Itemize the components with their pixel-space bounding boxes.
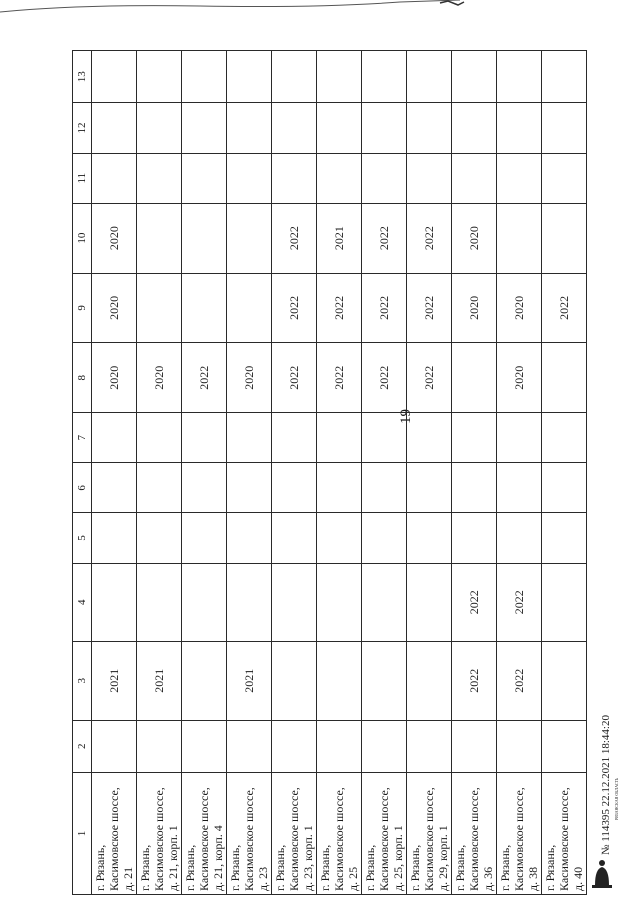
year-cell: 2022 bbox=[407, 273, 452, 343]
address-cell: г. Рязань, Касимовское шоссе, д. 25, корп. 1 bbox=[362, 772, 407, 894]
year-cell bbox=[137, 720, 182, 772]
year-cell bbox=[182, 273, 227, 343]
year-cell bbox=[362, 103, 407, 153]
address-cell: г. Рязань, Касимовское шоссе, д. 40 bbox=[542, 772, 587, 894]
year-cell: 2020 bbox=[92, 343, 137, 413]
year-cell bbox=[137, 273, 182, 343]
table-row bbox=[182, 51, 227, 895]
year-cell: 2022 bbox=[317, 343, 362, 413]
year-cell: 2020 bbox=[92, 203, 137, 273]
column-header: 11 bbox=[73, 153, 92, 203]
year-cell: 2021 bbox=[137, 642, 182, 721]
year-cell: 2022 bbox=[362, 343, 407, 413]
year-cell: 2022 bbox=[452, 642, 497, 721]
table-row bbox=[92, 51, 137, 895]
address-cell: г. Рязань, Касимовское шоссе, д. 25 bbox=[317, 772, 362, 894]
year-cell bbox=[362, 463, 407, 513]
year-cell bbox=[137, 103, 182, 153]
column-header: 4 bbox=[73, 563, 92, 642]
year-cell: 2022 bbox=[452, 563, 497, 642]
year-cell bbox=[407, 563, 452, 642]
year-cell bbox=[182, 642, 227, 721]
year-cell: 2020 bbox=[452, 273, 497, 343]
year-cell bbox=[182, 203, 227, 273]
year-cell bbox=[452, 720, 497, 772]
year-cell: 2020 bbox=[227, 343, 272, 413]
year-cell bbox=[92, 153, 137, 203]
year-cell bbox=[272, 103, 317, 153]
year-cell bbox=[182, 51, 227, 103]
year-cell: 2022 bbox=[497, 563, 542, 642]
year-cell bbox=[362, 642, 407, 721]
year-cell bbox=[497, 413, 542, 463]
year-cell bbox=[362, 513, 407, 563]
year-cell bbox=[407, 513, 452, 563]
column-header: 10 bbox=[73, 203, 92, 273]
address-cell: г. Рязань, Касимовское шоссе, д. 23 bbox=[227, 772, 272, 894]
year-cell bbox=[542, 343, 587, 413]
year-cell: 2020 bbox=[452, 203, 497, 273]
year-cell: 2022 bbox=[407, 343, 452, 413]
year-cell: 2020 bbox=[497, 343, 542, 413]
column-header: 12 bbox=[73, 103, 92, 153]
year-cell bbox=[317, 51, 362, 103]
column-header: 9 bbox=[73, 273, 92, 343]
year-cell: 2020 bbox=[497, 273, 542, 343]
year-cell bbox=[362, 720, 407, 772]
year-cell bbox=[182, 563, 227, 642]
page-number: 19 bbox=[398, 409, 414, 424]
year-cell bbox=[407, 642, 452, 721]
year-cell bbox=[452, 51, 497, 103]
table-row bbox=[542, 51, 587, 895]
year-cell bbox=[227, 513, 272, 563]
year-cell bbox=[272, 413, 317, 463]
year-cell bbox=[452, 153, 497, 203]
year-cell: 2022 bbox=[317, 273, 362, 343]
year-cell bbox=[317, 563, 362, 642]
year-cell: 2022 bbox=[272, 343, 317, 413]
year-cell bbox=[317, 720, 362, 772]
address-cell: г. Рязань, Касимовское шоссе, д. 38 bbox=[497, 772, 542, 894]
year-cell: 2022 bbox=[182, 343, 227, 413]
year-cell bbox=[227, 153, 272, 203]
year-cell: 2020 bbox=[92, 273, 137, 343]
year-cell bbox=[317, 413, 362, 463]
year-cell bbox=[227, 720, 272, 772]
table-row bbox=[452, 51, 497, 895]
year-cell bbox=[272, 642, 317, 721]
year-cell bbox=[92, 103, 137, 153]
year-cell bbox=[362, 563, 407, 642]
year-cell bbox=[542, 103, 587, 153]
year-cell bbox=[542, 153, 587, 203]
address-cell: г. Рязань, Касимовское шоссе, д. 21, корп. 4 bbox=[182, 772, 227, 894]
year-cell: 2022 bbox=[497, 642, 542, 721]
column-header: 7 bbox=[73, 413, 92, 463]
column-header: 3 bbox=[73, 642, 92, 721]
year-cell: 2022 bbox=[542, 273, 587, 343]
year-cell bbox=[92, 513, 137, 563]
year-cell bbox=[92, 563, 137, 642]
year-cell bbox=[227, 563, 272, 642]
column-header: 5 bbox=[73, 513, 92, 563]
year-cell bbox=[92, 463, 137, 513]
schedule-table bbox=[72, 50, 587, 895]
address-cell: г. Рязань, Касимовское шоссе, д. 21, корп. 1 bbox=[137, 772, 182, 894]
table-row bbox=[497, 51, 542, 895]
year-cell bbox=[272, 720, 317, 772]
year-cell bbox=[407, 103, 452, 153]
year-cell bbox=[137, 153, 182, 203]
year-cell bbox=[542, 720, 587, 772]
year-cell bbox=[407, 153, 452, 203]
address-cell: г. Рязань, Касимовское шоссе, д. 23, корп. 1 bbox=[272, 772, 317, 894]
year-cell bbox=[137, 51, 182, 103]
address-cell: г. Рязань, Касимовское шоссе, д. 36 bbox=[452, 772, 497, 894]
year-cell bbox=[227, 103, 272, 153]
year-cell bbox=[317, 463, 362, 513]
year-cell bbox=[272, 51, 317, 103]
year-cell bbox=[182, 463, 227, 513]
column-header: 8 bbox=[73, 343, 92, 413]
year-cell bbox=[92, 720, 137, 772]
year-cell bbox=[362, 413, 407, 463]
rotated-table-container bbox=[72, 50, 585, 895]
year-cell: 2022 bbox=[407, 203, 452, 273]
year-cell bbox=[542, 563, 587, 642]
table-row bbox=[362, 51, 407, 895]
emblem-icon bbox=[589, 855, 615, 889]
year-cell bbox=[317, 642, 362, 721]
year-cell bbox=[542, 203, 587, 273]
year-cell bbox=[452, 103, 497, 153]
year-cell bbox=[137, 203, 182, 273]
year-cell bbox=[227, 463, 272, 513]
year-cell: 2021 bbox=[92, 642, 137, 721]
address-cell: г. Рязань, Касимовское шоссе, д. 21 bbox=[92, 772, 137, 894]
column-header: 13 bbox=[73, 51, 92, 103]
table-row bbox=[407, 51, 452, 895]
year-cell: 2020 bbox=[137, 343, 182, 413]
column-header: 1 bbox=[73, 772, 92, 894]
year-cell bbox=[542, 463, 587, 513]
year-cell bbox=[317, 103, 362, 153]
year-cell bbox=[272, 153, 317, 203]
year-cell: 2021 bbox=[227, 642, 272, 721]
table-row bbox=[272, 51, 317, 895]
address-cell: г. Рязань, Касимовское шоссе, д. 29, корп. 1 bbox=[407, 772, 452, 894]
table-header-row bbox=[73, 51, 92, 895]
year-cell bbox=[497, 51, 542, 103]
year-cell bbox=[542, 51, 587, 103]
year-cell bbox=[272, 563, 317, 642]
year-cell bbox=[227, 203, 272, 273]
year-cell bbox=[452, 513, 497, 563]
year-cell bbox=[182, 103, 227, 153]
year-cell bbox=[137, 513, 182, 563]
stamp-label: РЯЗАНСКАЯ ОБЛАСТЬ bbox=[614, 777, 619, 820]
year-cell bbox=[182, 720, 227, 772]
year-cell bbox=[407, 720, 452, 772]
table-row bbox=[137, 51, 182, 895]
year-cell bbox=[92, 413, 137, 463]
year-cell bbox=[317, 513, 362, 563]
year-cell bbox=[542, 513, 587, 563]
year-cell bbox=[227, 51, 272, 103]
year-cell bbox=[497, 720, 542, 772]
year-cell bbox=[272, 513, 317, 563]
year-cell bbox=[497, 203, 542, 273]
year-cell bbox=[182, 513, 227, 563]
year-cell bbox=[407, 51, 452, 103]
year-cell bbox=[452, 413, 497, 463]
scan-artifact bbox=[0, 0, 640, 14]
year-cell bbox=[497, 513, 542, 563]
table-row bbox=[317, 51, 362, 895]
year-cell: 2022 bbox=[362, 273, 407, 343]
year-cell bbox=[407, 413, 452, 463]
document-footer: № 114395 22.12.2021 18:44:20 bbox=[600, 715, 612, 855]
year-cell bbox=[272, 463, 317, 513]
column-header: 2 bbox=[73, 720, 92, 772]
year-cell: 2022 bbox=[272, 273, 317, 343]
year-cell bbox=[227, 413, 272, 463]
year-cell bbox=[227, 273, 272, 343]
table-row bbox=[227, 51, 272, 895]
year-cell bbox=[362, 51, 407, 103]
year-cell bbox=[182, 153, 227, 203]
year-cell bbox=[452, 343, 497, 413]
year-cell bbox=[497, 153, 542, 203]
year-cell bbox=[92, 51, 137, 103]
year-cell bbox=[542, 642, 587, 721]
year-cell bbox=[497, 463, 542, 513]
year-cell: 2022 bbox=[272, 203, 317, 273]
year-cell bbox=[362, 153, 407, 203]
year-cell bbox=[542, 413, 587, 463]
year-cell: 2021 bbox=[317, 203, 362, 273]
column-header: 6 bbox=[73, 463, 92, 513]
year-cell bbox=[182, 413, 227, 463]
year-cell bbox=[452, 463, 497, 513]
year-cell bbox=[137, 413, 182, 463]
year-cell bbox=[317, 153, 362, 203]
year-cell bbox=[497, 103, 542, 153]
year-cell: 2022 bbox=[362, 203, 407, 273]
year-cell bbox=[137, 463, 182, 513]
year-cell bbox=[137, 563, 182, 642]
year-cell bbox=[407, 463, 452, 513]
